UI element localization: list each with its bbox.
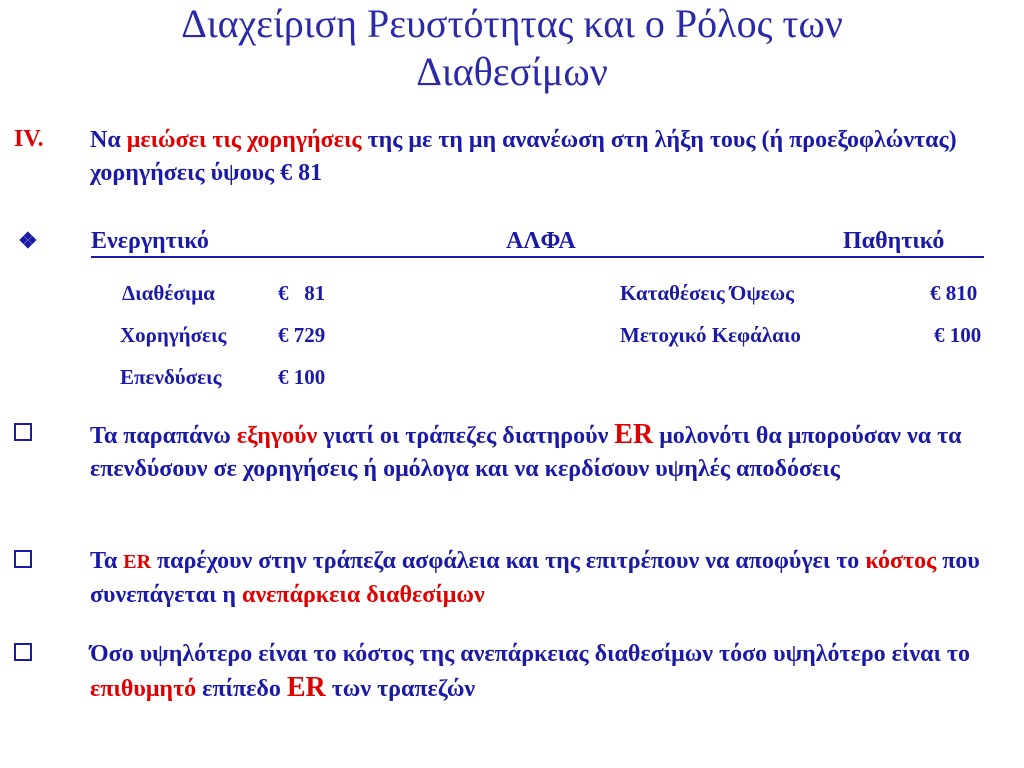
bullet-highlight: ανεπάρκεια διαθεσίμων [242,582,485,608]
bullet-text-part: Όσο υψηλότερο είναι το κόστος της ανεπάρκειας διαθεσίμων τόσο υψηλότερο είναι το [90,641,970,667]
bullet-text-part: μολονότι θα μπορούσαν να τα επενδύσουν σε χορηγήσεις ή ομόλογα και να κερδίσουν υψηλές αποδόσεις [90,423,962,482]
liability-label-equity: Μετοχικό Κεφάλαιο [620,323,801,347]
bullet-highlight: εξηγούν [236,423,318,449]
liabilities-header: Παθητικό [843,228,945,254]
item-iv-text-part: της με τη μη ανανέωση στη λήξη τους (ή προεξοφλώντας) χορηγήσεις ύψους € 81 [90,127,957,186]
item-iv-marker: IV. [14,126,44,152]
bullet-text-part: επίπεδο [196,676,287,702]
diamond-bullet-icon: ❖ [18,228,38,253]
bullet-2-text [90,545,1015,612]
header-underline [91,256,984,258]
title-line-2: Διαθεσίμων [416,49,608,94]
slide-title [0,0,1024,96]
bullet-3-text [90,638,1015,706]
bullet-text-part: γιατί οι τράπεζες διατηρούν [317,423,615,449]
bank-name: ΑΛΦΑ [506,228,576,254]
title-line-1: Διαχείριση Ρευστότητας και ο Ρόλος των [181,1,843,46]
checkbox-bullet-icon [14,545,32,575]
asset-label-investments: Επενδύσεις [120,365,222,389]
bullet-highlight-er: ER [286,672,326,703]
bullet-text-part: που συνεπάγεται η [90,548,980,608]
checkbox-bullet-icon [14,638,32,668]
bullet-text-part: Τα [90,548,124,574]
bullet-highlight: κόστος [865,548,937,574]
bullet-highlight: επιθυμητό [90,676,197,702]
checkbox-bullet-icon [14,418,32,448]
bullet-text-part: των τραπεζών [325,676,476,702]
liability-value-equity: € 100 [934,323,982,347]
asset-label-cash: Διαθέσιμα [122,281,215,305]
bullet-1-text [90,418,1015,486]
asset-value-investments: € 100 [278,365,326,389]
bullet-highlight-er: ER [614,419,654,450]
asset-label-loans: Χορηγήσεις [120,323,227,347]
bullet-text-part: Τα παραπάνω [90,423,237,449]
liability-label-deposits: Καταθέσεις Όψεως [620,281,794,305]
item-iv-highlight: μειώσει τις χορηγήσεις [126,127,362,153]
bullet-highlight-er: ER [123,551,152,573]
item-iv-text [90,124,1015,190]
item-iv-text-part: Να [90,127,127,153]
assets-header: Ενεργητικό [91,228,209,254]
asset-value-cash: € 81 [278,281,326,305]
bullet-text-part: παρέχουν στην τράπεζα ασφάλεια και της επιτρέπουν να αποφύγει το [151,548,866,574]
asset-value-loans: € 729 [278,323,326,347]
liability-value-deposits: € 810 [930,281,978,305]
